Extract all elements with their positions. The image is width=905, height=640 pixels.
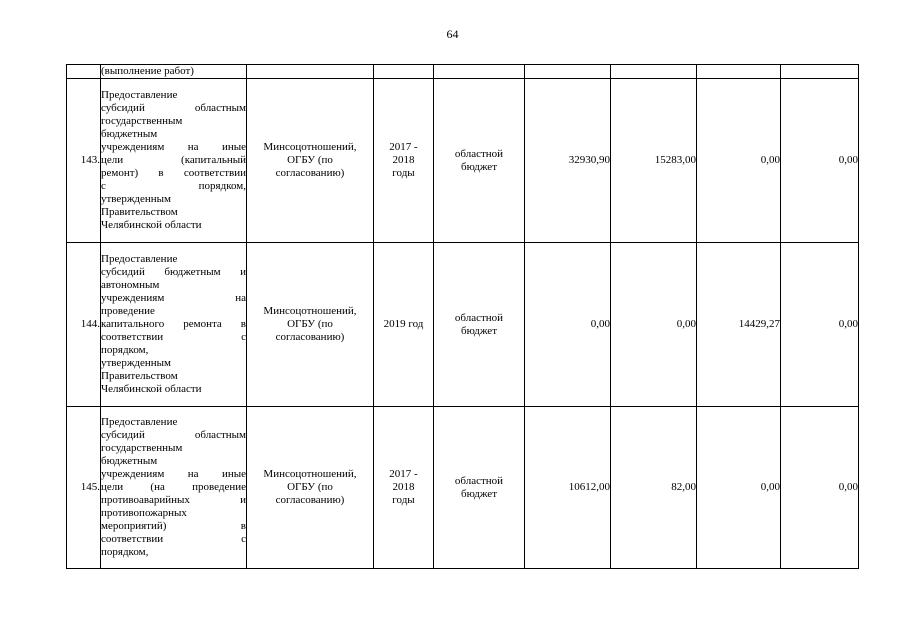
text-line: бюджет: [461, 160, 497, 173]
funding-source-cell: [434, 243, 525, 407]
text-line: цели (на проведение: [101, 481, 246, 493]
period-cell: [374, 407, 434, 569]
program-table: [66, 64, 859, 569]
text-line: Предоставление: [101, 416, 178, 428]
empty-cell: [781, 65, 859, 79]
text-line: Челябинской области: [101, 383, 202, 395]
row-number: [67, 65, 101, 79]
row-description: [101, 243, 247, 407]
text-line: Челябинской области: [101, 219, 202, 231]
table-row: [67, 79, 859, 243]
text-line: согласованию): [275, 494, 345, 506]
empty-cell: [525, 65, 611, 79]
text-line: годы: [392, 167, 415, 179]
value-cell: 0,00: [781, 407, 859, 569]
executor-cell: [247, 79, 374, 243]
value-cell: 0,00: [697, 79, 781, 243]
empty-cell: [434, 65, 525, 79]
text-line: бюджет: [461, 487, 497, 500]
empty-cell: [611, 65, 697, 79]
value-cell: 15283,00: [611, 79, 697, 243]
text-line: учреждениям на иные: [101, 141, 246, 153]
text-line: 2019 год: [383, 318, 424, 330]
value-cell: 10612,00: [525, 407, 611, 569]
text-line: государственным: [101, 442, 183, 454]
value-cell: 14429,27: [697, 243, 781, 407]
text-line: утвержденным: [101, 357, 172, 369]
row-number: 143.: [67, 79, 101, 243]
text-line: Предоставление: [101, 89, 178, 101]
text-line: бюджетным: [101, 128, 158, 140]
text-line: ремонт) в соответствии: [101, 167, 246, 179]
value-cell: 0,00: [781, 243, 859, 407]
text-line: учреждениям на: [101, 292, 246, 304]
executor-cell: [247, 243, 374, 407]
text-line: противоаварийных и: [101, 494, 246, 506]
text-line: 2018: [392, 154, 415, 166]
text-line: противопожарных: [101, 507, 187, 519]
period-cell: [374, 79, 434, 243]
row-number: 144.: [67, 243, 101, 407]
value-cell: 0,00: [611, 243, 697, 407]
text-line: согласованию): [275, 331, 345, 343]
text-line: областной: [454, 474, 504, 487]
text-line: областной: [454, 147, 504, 160]
row-number: 145.: [67, 407, 101, 569]
empty-cell: [697, 65, 781, 79]
empty-cell: [247, 65, 374, 79]
text-line: порядком,: [101, 344, 149, 356]
text-line: порядком,: [101, 546, 149, 558]
value-cell: 82,00: [611, 407, 697, 569]
row-description: [101, 79, 247, 243]
text-line: бюджет: [461, 324, 497, 337]
value-cell: 32930,90: [525, 79, 611, 243]
text-line: субсидий областным: [101, 102, 246, 114]
text-line: согласованию): [275, 167, 345, 179]
text-line: утвержденным: [101, 193, 172, 205]
value-cell: 0,00: [697, 407, 781, 569]
text-line: Минсоцотношений,: [263, 305, 357, 317]
text-line: с порядком,: [101, 180, 246, 192]
row-description: [101, 407, 247, 569]
text-line: областной: [454, 311, 504, 324]
funding-source-cell: [434, 407, 525, 569]
text-line: 2018: [392, 481, 415, 493]
text-line: Минсоцотношений,: [263, 468, 357, 480]
text-line: государственным: [101, 115, 183, 127]
text-line: Минсоцотношений,: [263, 141, 357, 153]
text-line: 2017 -: [389, 141, 418, 153]
funding-source-cell: [434, 79, 525, 243]
text-line: 2017 -: [389, 468, 418, 480]
text-line: соответствии с: [101, 533, 246, 545]
text-line: Предоставление: [101, 253, 178, 265]
text-line: субсидий бюджетным и: [101, 266, 246, 278]
row-description: (выполнение работ): [101, 65, 247, 79]
text-line: Правительством: [101, 206, 178, 218]
text-line: субсидий областным: [101, 429, 246, 441]
text-line: ОГБУ (по: [287, 318, 333, 330]
text-line: годы: [392, 494, 415, 506]
continuation-row: [67, 65, 859, 79]
text-line: ОГБУ (по: [287, 481, 333, 493]
text-line: бюджетным: [101, 455, 158, 467]
text-line: ОГБУ (по: [287, 154, 333, 166]
value-cell: 0,00: [781, 79, 859, 243]
text-line: проведение: [101, 305, 155, 317]
text-line: соответствии с: [101, 331, 246, 343]
text-line: капитального ремонта в: [101, 318, 246, 330]
value-cell: 0,00: [525, 243, 611, 407]
text-line: цели (капитальный: [101, 154, 246, 166]
table-row: [67, 407, 859, 569]
period-cell: [374, 243, 434, 407]
empty-cell: [374, 65, 434, 79]
text-line: учреждениям на иные: [101, 468, 246, 480]
page-number: 64: [446, 27, 459, 41]
executor-cell: [247, 407, 374, 569]
text-line: мероприятий) в: [101, 520, 246, 532]
text-line: автономным: [101, 279, 160, 291]
text-line: Правительством: [101, 370, 178, 382]
table-row: [67, 243, 859, 407]
